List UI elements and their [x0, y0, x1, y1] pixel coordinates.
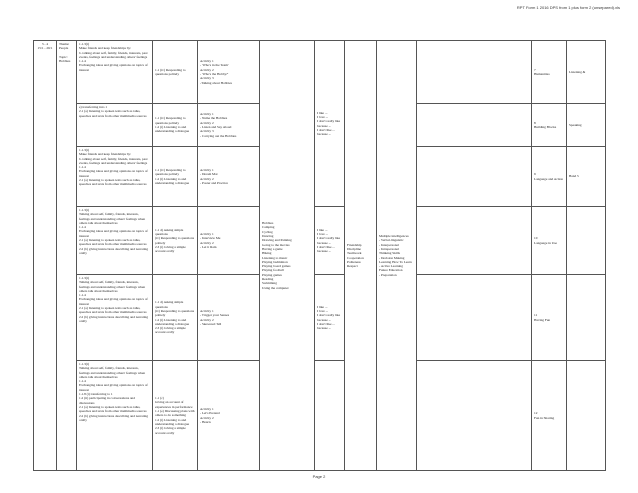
week-topic-5: 11 Having Fun [532, 275, 567, 361]
activities-5: Activity 1 - Trigger your Senses Activity 2 - Skewered Tell [198, 275, 260, 361]
skill-6 [567, 361, 606, 471]
content-standards-1: 1.1.3(i) Make friends and keep friendships by: b. talking about self, family, friends, interests, past events, feelings and understanding others' feelings 1.1.4 Exchanging ideas and giving opinions on topics of interest [77, 41, 153, 104]
theme-label: Theme: People [59, 42, 70, 51]
blank-cell-2 [417, 104, 532, 147]
skill-1: Listening & [567, 41, 606, 104]
content-standards-3: 1.1.3(i) Make friends and keep friendships by: b. talking about self, family, friends, interests, past events, feelings and understanding others' feelings 1.1.4 Exchanging ideas and giving opinions on topics of interest 2.1 (a) listening to spoken texts such as talks, speeches and texts from other multimedia sources [77, 147, 153, 207]
activities-3: Activity 1 - Dream Mat Activity 2 - Poster and Practice [198, 147, 260, 207]
activities-4: Activity 1 - Interview Me Activity 2 - Let it Rain [198, 207, 260, 275]
skill-4 [567, 207, 606, 275]
week-topic-1: 7 Humanities [532, 41, 567, 104]
running-header: RPT Form 1 2016 DPS from 1 plus form 2 (unsepared).xls [516, 5, 620, 10]
content-standards-5: 1.1.3(i) Talking about self, family, friends, interests, feelings and understanding others' feelings when others talk about themselves 1.1.4 Exchanging ideas and giving opinions on topics of interest 2.1 (a) listening to spoken texts such as talks, speeches and texts from other multimedia sources 2.2 (b) giving instructions describing and narrating orally [77, 275, 153, 361]
week-topic-6: 12 Fun in Sharing [532, 361, 567, 471]
page-footer: Page 2 [312, 474, 326, 479]
activities-6: Activity 1 - Let's Pretend Activity 2 - Hearts [198, 361, 260, 471]
blank-grammar-6 [315, 361, 345, 471]
content-standards-2: e) transferring into 1 2.1 (a) listening to spoken texts such as talks, speeches and texts from other multimedia sources [77, 104, 153, 147]
content-standards-6: 1.1.3(i) Talking about self, family, friends, interests, feelings and understanding others' feelings when others talk about themselves 1.1.4 Exchanging ideas and giving opinions on topics of interest 1.1.8 (i) transferring to 1 1.2 (ii) participating in conversations and discussions 2.1 (a) listening to spoken texts such as talks, speeches and texts from other multimedia sources 2.2 (b) giving instructions describing and narrating orally [77, 361, 153, 471]
learning-outcomes-1: 1.1 (iv) Responding to questions politely [153, 41, 198, 104]
blank-cell-6 [417, 361, 532, 471]
week-dates: 15/1 - 26/1 [37, 46, 53, 51]
content-standards-4: 1.1.3(i) Talking about self, family, friends, interests, feelings and understanding others' feelings when others talk about themselves 1.1.4 Exchanging ideas and giving opinions on topics of interest 2.1 (a) listening to spoken texts such as talks, speeches and texts from other multimedia sources 2.2 (b) giving instructions describing and narrating orally [77, 207, 153, 275]
learning-outcomes-4: 1.1 d) Asking simple questions (iv) Responding to questions politely 2.3 (i) Giving a simple account orally [153, 207, 198, 275]
grammar-note-1: I like ... I love ... I don't really like because ... I don't like ... because ... [315, 41, 345, 207]
skill-5 [567, 275, 606, 361]
scheme-of-work-table [33, 40, 606, 471]
cross-curricular-elements: Multiple intelligences - Verbal-linguistic - Interpersonal - Intrapersonal Thinking Skills - Decision Making Learning How To Learn - Active Learning Future Education - Preparation [377, 41, 417, 471]
learning-outcomes-2: 1.1 (iv) Responding to questions politely 1.2 (i) Listening to and understanding a dialogue [153, 104, 198, 147]
grammar-note-3: I like ... I love ... I don't really like because ... I don't like ... because ... [315, 275, 345, 361]
moral-values: Friendship Discipline Teamwork Cooperation Politeness Respect [345, 41, 377, 471]
activities-1: Activity 1 - 'Who's in the Team' Activity 2 - 'Who's the Hobby?' Activity 3 -Talking about Hobbies [198, 41, 260, 104]
activities-2: Activity 1 - Name the Hobbies Activity 2 - Listen and Say Aloud Activity 3 - Carrying out the Hobbies [198, 104, 260, 147]
skill-3: Band 5 [567, 147, 606, 207]
learning-outcomes-3: 1.1 (iv) Responding to questions politely 1.2 (i) Listening to and understanding a dialogue [153, 147, 198, 207]
week-topic-3: 9 Language and Action [532, 147, 567, 207]
topic-label: Topic: Hobbies [59, 54, 71, 63]
week-cell [34, 41, 57, 471]
week-number: 3 - 4 [41, 42, 49, 46]
vocabulary-list: Hobbies Camping Cycling Dancing Drawing and Painting Going to the movies Having a game Hiking Listening to music Playing badminton Playing board games Playing football Playing games Reading Swimming Using the computer [260, 41, 315, 471]
learning-outcomes-5: 1.1 d) Asking simple questions (iv) Responding to questions politely 1.2 (i) Listening to and understanding a dialogue 2.3 (i) Giving a simple account orally [153, 275, 198, 361]
blank-cell-1 [417, 41, 532, 104]
grammar-note-2: I like ... I love ... I don't really like because ... I don't like ... because ... [315, 207, 345, 275]
learning-outcomes-6: 1.1 (c) Giving an account of experiences in performance 1.1 (e) Discussing plans with others to do something 1.2 (i) Listening to and understanding a dialogue 2.3 (i) Giving a simple account orally [153, 361, 198, 471]
blank-cell-4 [417, 207, 532, 275]
week-topic-4: 10 Language in Use [532, 207, 567, 275]
skill-2: Speaking [567, 104, 606, 147]
blank-cell-3 [417, 147, 532, 207]
blank-cell-5 [417, 275, 532, 361]
theme-cell [57, 41, 77, 471]
week-topic-2: 8 Building Blocks [532, 104, 567, 147]
